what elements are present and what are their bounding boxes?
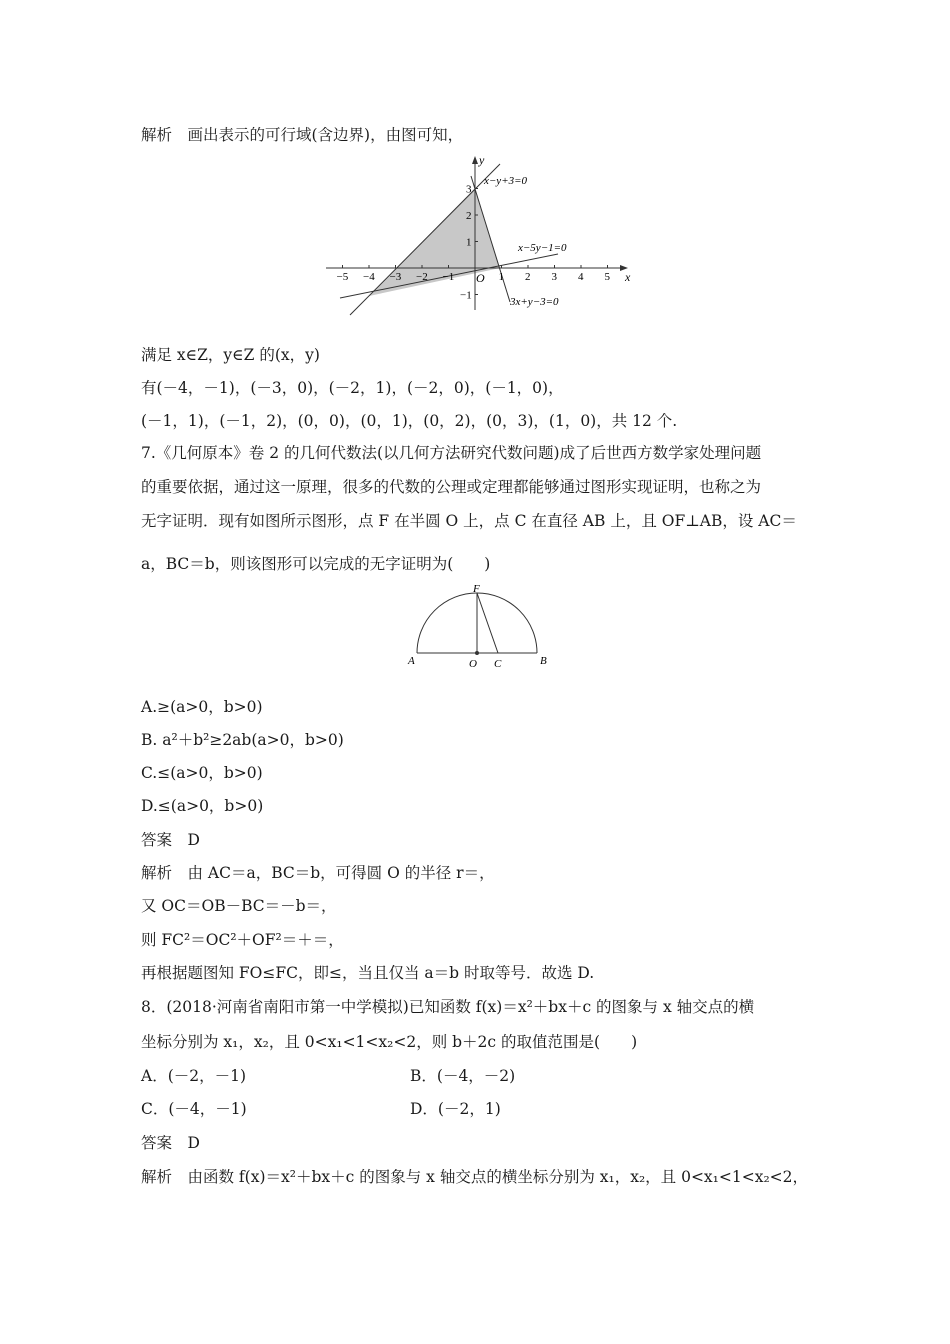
origin-label: O bbox=[476, 271, 485, 285]
point-b-label: B bbox=[540, 655, 547, 667]
y-axis-label: y bbox=[479, 153, 485, 167]
option-7-b: B. a²＋b²≥2ab(a>0，b>0) bbox=[141, 731, 344, 749]
x-tick-label: 2 bbox=[525, 271, 531, 283]
answer-8: 答案 D bbox=[141, 1134, 200, 1152]
x-axis-label: x bbox=[625, 270, 631, 284]
line-label-1: x−y+3=0 bbox=[484, 175, 528, 187]
answer-7: 答案 D bbox=[141, 831, 200, 849]
option-8-c: C．(－4，－1) bbox=[141, 1100, 247, 1118]
question-8-line-1: 8．(2018·河南省南阳市第一中学模拟)已知函数 f(x)＝x²＋bx＋c 的图象与 x 轴交点的横 bbox=[141, 998, 755, 1016]
feasible-region-graph bbox=[320, 150, 640, 320]
line-label-3: 3x+y−3=0 bbox=[510, 296, 559, 308]
x-tick-label: −2 bbox=[416, 271, 428, 283]
question-7-line-3: 无字证明．现有如图所示图形，点 F 在半圆 O 上，点 C 在直径 AB 上，且 OF⊥AB，设 AC＝ bbox=[141, 512, 797, 530]
point-a-label: A bbox=[408, 655, 415, 667]
solution-7-line-3: 则 FC²＝OC²＋OF²＝＋＝， bbox=[141, 931, 344, 949]
option-7-a: A.≥(a>0，b>0) bbox=[141, 698, 263, 716]
x-tick-label: 4 bbox=[578, 271, 584, 283]
segment-fc bbox=[477, 593, 498, 653]
x-tick-label: 1 bbox=[498, 271, 504, 283]
x-tick-label: −5 bbox=[336, 271, 349, 283]
solution-7-line-2: 又 OC＝OB－BC＝－b＝， bbox=[141, 897, 337, 915]
integer-points-2: (－1，1)，(－1，2)，(0，0)，(0，1)，(0，2)，(0，3)，(1，0)，共 12 个. bbox=[141, 412, 678, 430]
question-7-line-2: 的重要依据，通过这一原理，很多的代数的公理或定理都能够通过图形实现证明，也称之为 bbox=[141, 478, 762, 496]
option-7-c: C.≤(a>0，b>0) bbox=[141, 764, 263, 782]
y-tick-label: 3 bbox=[466, 183, 472, 196]
point-c-label: C bbox=[494, 658, 502, 670]
solution-8-line-1: 解析 由函数 f(x)＝x²＋bx＋c 的图象与 x 轴交点的横坐标分别为 x₁，x₂，且 0<x₁<1<x₂<2， bbox=[141, 1168, 809, 1186]
x-tick-label: 3 bbox=[551, 271, 557, 283]
y-tick-label: 2 bbox=[466, 210, 472, 222]
option-8-b: B．(－4，－2) bbox=[410, 1067, 516, 1085]
integer-points-1: 有(－4，－1)，(－3，0)，(－2，1)，(－2，0)，(－1，0)， bbox=[141, 379, 564, 397]
x-tick-label: −1 bbox=[442, 271, 455, 283]
question-7-line-1: 7.《几何原本》卷 2 的几何代数法(以几何方法研究代数问题)成了后世西方数学家处理问题 bbox=[141, 444, 762, 462]
y-tick-label: −1 bbox=[460, 289, 472, 302]
question-8-line-2: 坐标分别为 x₁，x₂，且 0<x₁<1<x₂<2，则 b＋2c 的取值范围是( ) bbox=[141, 1033, 638, 1051]
point-o-label: O bbox=[469, 658, 477, 670]
x-tick-label: −3 bbox=[389, 271, 402, 283]
point-f-label: F bbox=[473, 585, 480, 595]
solution-7-line-1: 解析 由 AC＝a，BC＝b，可得圆 O 的半径 r＝， bbox=[141, 864, 495, 882]
line-label-2: x−5y−1=0 bbox=[518, 242, 567, 254]
solution-6-intro: 解析 画出表示的可行域(含边界)，由图可知， bbox=[141, 126, 464, 144]
option-7-d: D.≤(a>0，b>0) bbox=[141, 797, 264, 815]
option-8-d: D．(－2，1) bbox=[410, 1100, 501, 1118]
question-7-line-4: a，BC＝b，则该图形可以完成的无字证明为( ) bbox=[141, 555, 491, 573]
x-tick-label: 5 bbox=[604, 271, 610, 283]
integer-condition: 满足 x∈Z，y∈Z 的(x，y) bbox=[141, 346, 320, 364]
center-point bbox=[475, 651, 479, 655]
semicircle-figure bbox=[400, 585, 550, 670]
y-axis-arrow bbox=[472, 156, 478, 164]
option-8-a: A．(－2，－1) bbox=[141, 1067, 247, 1085]
solution-7-line-4: 再根据题图知 FO≤FC，即≤，当且仅当 a＝b 时取等号．故选 D. bbox=[141, 964, 595, 982]
y-tick-label: 1 bbox=[466, 236, 472, 249]
x-tick-label: −4 bbox=[363, 271, 375, 283]
